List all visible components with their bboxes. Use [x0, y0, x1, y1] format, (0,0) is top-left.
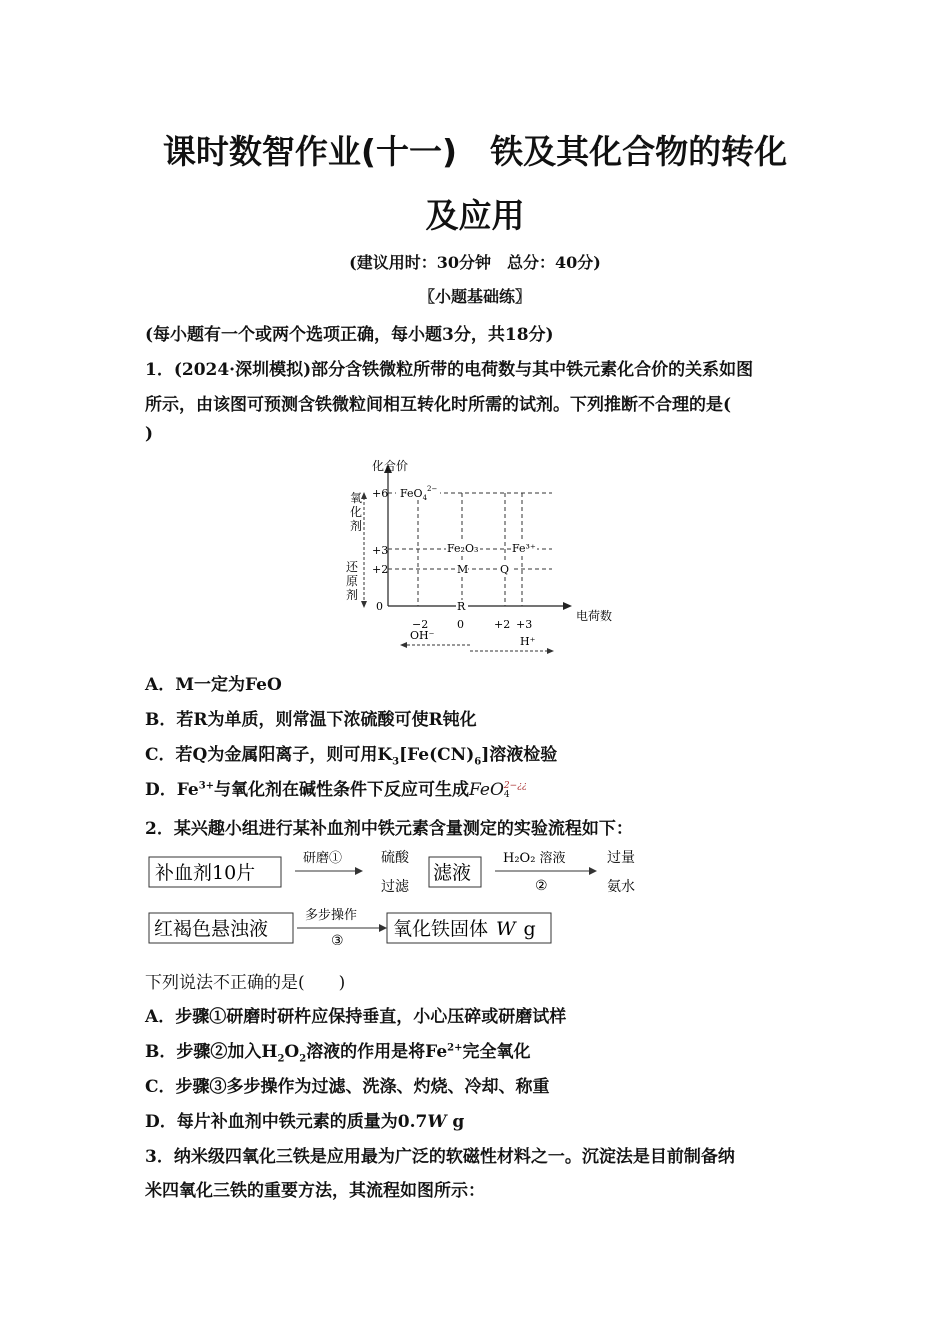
x-tick: +2: [494, 618, 511, 631]
x-tick: 0: [457, 618, 464, 631]
x-axis-label: 电荷数: [576, 609, 613, 623]
x-tick: −2: [412, 618, 429, 631]
page-title-line1: 课时数智作业(十一) 铁及其化合物的转化: [162, 132, 788, 171]
q1-stem-line3: ): [145, 424, 154, 444]
y-tick: +2: [372, 563, 389, 576]
oh-label: OH⁻: [410, 629, 435, 642]
flow-mid2-top: 过量: [607, 850, 635, 866]
flow-box-suspension-text: 红褐色悬浊液: [154, 918, 269, 940]
svg-text:还: 还: [346, 560, 359, 574]
time-note: (建议用时：30分钟 总分：40分): [349, 253, 601, 272]
species-m: M: [457, 563, 469, 576]
h-label: H⁺: [520, 635, 536, 648]
q2-flowchart: [145, 845, 665, 945]
y-axis-label: 化合价: [372, 459, 409, 473]
x-tick: +3: [516, 618, 533, 631]
svg-text:剂: 剂: [346, 588, 359, 602]
svg-text:剂: 剂: [350, 519, 363, 533]
instruction: (每小题有一个或两个选项正确，每小题3分，共18分): [145, 325, 554, 345]
q1-option-a: A．M一定为FeO: [145, 675, 282, 695]
flow-arrow3-top: 多步操作: [305, 908, 358, 923]
q2-stem: 2．某兴趣小组进行某补血剂中铁元素含量测定的实验流程如下：: [145, 819, 633, 839]
species-feo4: FeO$_4^{2-}$: [400, 485, 438, 502]
q2-option-b: B．步骤②加入$H_2O_2$溶液的作用是将$Fe^{2+}$完全氧化: [145, 1042, 531, 1065]
section-label: 〖小题基础练〗: [418, 287, 531, 306]
q2-option-d: D．每片补血剂中铁元素的质量为0.7W g: [145, 1112, 465, 1132]
flow-arrow1-label: 研磨①: [303, 851, 343, 866]
q2-question: 下列说法不正确的是( ): [145, 973, 346, 993]
page-title-line2: 及应用: [425, 196, 525, 235]
species-fe3: Fe³⁺: [512, 542, 536, 555]
flow-box-supplement-text: 补血剂10片: [155, 862, 256, 884]
flow-box-iron-oxide-text: 氧化铁固体 W g: [393, 918, 536, 940]
flow-arrow3-bottom: ③: [331, 933, 344, 945]
y-tick: +6: [372, 487, 389, 500]
q2-option-c: C．步骤③多步操作为过滤、洗涤、灼烧、冷却、称重: [145, 1077, 550, 1097]
flow-box-filtrate-text: 滤液: [433, 862, 472, 884]
y-tick: 0: [376, 600, 383, 613]
svg-text:原: 原: [346, 574, 359, 588]
svg-text:化: 化: [350, 505, 363, 519]
q1-option-c: C．若Q为金属阳离子，则可用$K_3[Fe(CN)_6]$溶液检验: [145, 745, 558, 768]
q1-valence-chart: [330, 452, 620, 657]
species-r: R: [457, 600, 466, 613]
species-q: Q: [500, 563, 510, 576]
oxidant-label: [350, 491, 362, 533]
q1-stem-line1: 1．(2024·深圳模拟)部分含铁微粒所带的电荷数与其中铁元素化合价的关系如图: [145, 360, 754, 380]
q2-option-a: A．步骤①研磨时研杵应保持垂直，小心压碎或研磨试样: [145, 1007, 567, 1027]
flow-mid1-bottom: 过滤: [381, 879, 409, 895]
reductant-label: [346, 560, 359, 602]
species-fe2o3: Fe₂O₃: [447, 542, 479, 555]
flow-mid2-bottom: 氨水: [607, 879, 635, 895]
x-axis-arrow: [563, 602, 572, 610]
flow-arrow2-top: H₂O₂ 溶液: [503, 851, 566, 866]
q1-option-d: D．$Fe^{3+}$与氧化剂在碱性条件下反应可生成FeO2−¿¿ 4: [145, 780, 527, 800]
q3-stem-line2: 米四氧化三铁的重要方法，其流程如图所示：: [145, 1181, 485, 1201]
q3-stem-line1: 3．纳米级四氧化三铁是应用最为广泛的软磁性材料之一。沉淀法是目前制备纳: [145, 1147, 735, 1167]
q1-option-b: B．若R为单质，则常温下浓硫酸可使R钝化: [145, 710, 477, 730]
svg-text:氧: 氧: [350, 491, 363, 505]
q1-stem-line2: 所示，由该图可预测含铁微粒间相互转化时所需的试剂。下列推断不合理的是(: [145, 395, 732, 415]
flow-mid1-top: 硫酸: [381, 850, 409, 866]
flow-arrow2-bottom: ②: [535, 878, 548, 894]
y-tick: +3: [372, 544, 389, 557]
